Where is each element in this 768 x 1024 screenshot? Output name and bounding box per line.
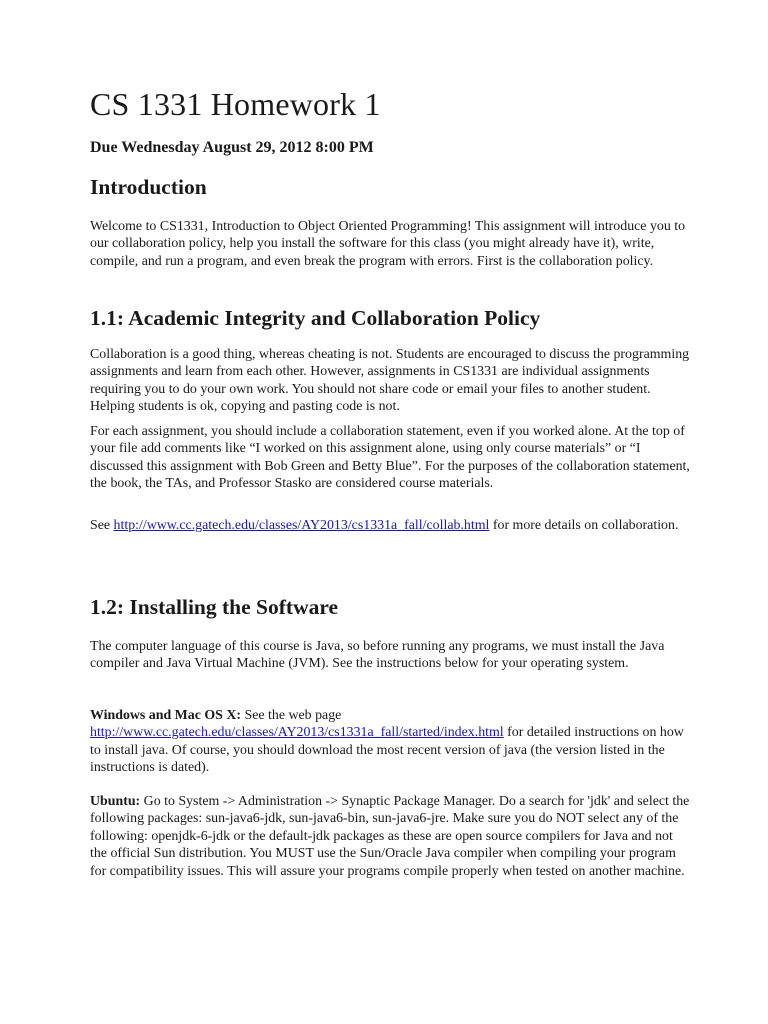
collab-paragraph-1: Collaboration is a good thing, whereas cheating is not. Students are encouraged to discuss the programming assignments and learn from each other. However, assignments in CS1331 are individual assignments requiring you to do your own work. You should not share code or email your files to another student. Helping students is ok, copying and pasting code is not. [90, 347, 690, 415]
section-1-2-heading: 1.2: Installing the Software [90, 595, 339, 619]
page-title: CS 1331 Homework 1 [90, 86, 381, 122]
ubuntu-label: Ubuntu: [90, 794, 141, 809]
windows-mac-paragraph [90, 707, 690, 777]
ubuntu-instructions: Go to System -> Administration -> Synaptic Package Manager. Do a search for 'jdk' and select the following packages: sun-java6-jdk, sun-java6-bin, sun-java6-jre. Make sure you do NOT select any of the following: openjdk-6-jdk or the default-jdk packages as these are open source compilers for Java and not the official Sun distribution. You MUST use the Sun/Oracle Java compiler when compiling your program for compatibility issues. This will assure your programs compile properly when tested on another machine. [90, 794, 690, 879]
due-date: Due Wednesday August 29, 2012 8:00 PM [90, 139, 374, 156]
collab-policy-link[interactable]: http://www.cc.gatech.edu/classes/AY2013/cs1331a_fall/collab.html [113, 518, 490, 533]
windows-mac-label: Windows and Mac OS X: [90, 708, 242, 723]
ubuntu-paragraph [90, 793, 690, 880]
windows-mac-instructions: for detailed instructions on how to install java. Of course, you should download the most recent version of java (the version listed in the instructions is dated). [90, 725, 684, 776]
collab-paragraph-2: For each assignment, you should include a collaboration statement, even if you worked alone. At the top of your file add comments like “I worked on this assignment alone, using only course materials” or “I discussed this assignment with Bob Green and Betty Blue”. For the purposes of the collaboration statement, the book, the TAs, and Professor Stasko are considered course materials. [90, 424, 690, 492]
more-details-text: for more details on collaboration. [489, 518, 679, 533]
intro-heading: Introduction [90, 175, 207, 199]
collab-paragraph-3 [90, 517, 690, 534]
see-web-page-text: See the web page [241, 708, 342, 723]
install-intro-paragraph: The computer language of this course is Java, so before running any programs, we must install the Java compiler and Java Virtual Machine (JVM). See the instructions below for your operating system. [90, 639, 665, 672]
see-text: See [90, 518, 114, 533]
section-1-1-heading: 1.1: Academic Integrity and Collaboration Policy [90, 306, 541, 330]
intro-paragraph: Welcome to CS1331, Introduction to Object Oriented Programming! This assignment will introduce you to our collaboration policy, help you install the software for this class (you might already have it), write, compile, and run a program, and even break the program with errors. First is the collaboration policy. [90, 219, 686, 269]
install-instructions-link[interactable]: http://www.cc.gatech.edu/classes/AY2013/cs1331a_fall/started/index.html [90, 725, 504, 741]
